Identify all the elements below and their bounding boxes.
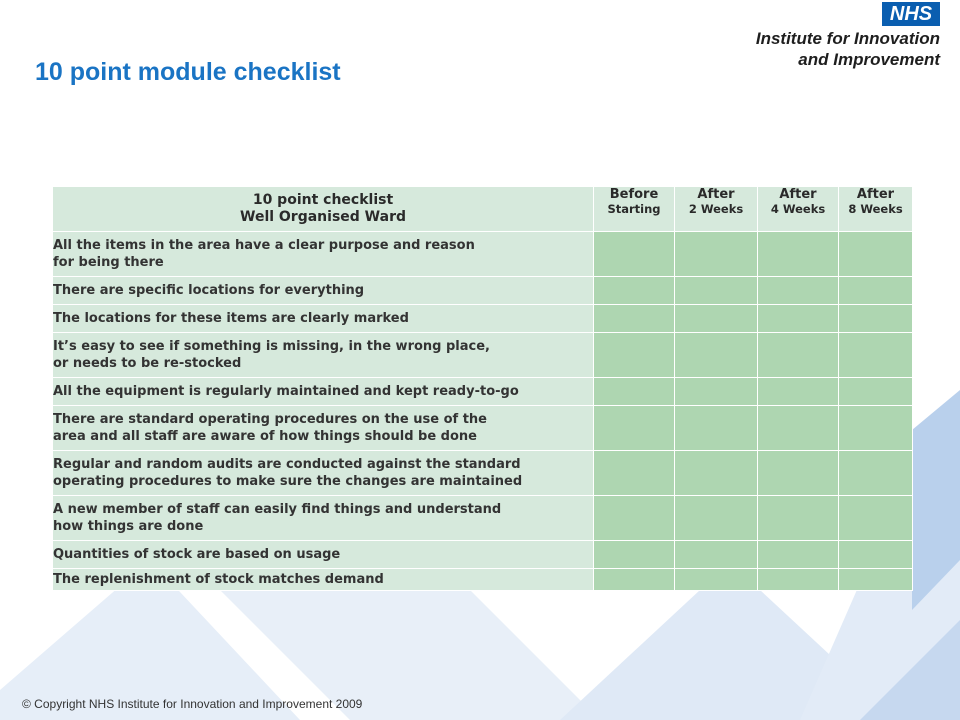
check-cell bbox=[758, 277, 839, 305]
column-header-after-2-weeks bbox=[675, 187, 758, 232]
check-cell bbox=[758, 305, 839, 333]
check-cell bbox=[839, 541, 913, 569]
item-line: All the equipment is regularly maintained and kept ready-to-go bbox=[53, 384, 519, 399]
column-top: After bbox=[856, 187, 895, 202]
check-cell bbox=[594, 569, 675, 591]
check-cell bbox=[675, 232, 758, 277]
table-row bbox=[53, 451, 913, 496]
check-cell bbox=[839, 277, 913, 305]
header-line-1: 10 point checklist bbox=[252, 192, 394, 208]
item-line: The replenishment of stock matches demand bbox=[53, 572, 384, 587]
checklist-item bbox=[53, 333, 594, 378]
check-cell bbox=[594, 451, 675, 496]
check-cell bbox=[594, 496, 675, 541]
nhs-logo bbox=[730, 2, 940, 72]
item-line: for being there bbox=[53, 255, 164, 270]
check-cell bbox=[675, 496, 758, 541]
item-line: The locations for these items are clearly marked bbox=[53, 311, 409, 326]
checklist-item bbox=[53, 541, 594, 569]
checklist-item bbox=[53, 232, 594, 277]
checklist-table-image bbox=[42, 186, 912, 591]
table-row bbox=[53, 333, 913, 378]
logo-line-1: Institute for Innovation bbox=[755, 29, 940, 48]
check-cell bbox=[758, 496, 839, 541]
checklist-item bbox=[53, 406, 594, 451]
item-line: operating procedures to make sure the changes are maintained bbox=[53, 474, 523, 489]
column-header-before-starting bbox=[594, 187, 675, 232]
check-cell bbox=[675, 569, 758, 591]
check-cell bbox=[839, 496, 913, 541]
check-cell bbox=[839, 305, 913, 333]
checklist-item bbox=[53, 378, 594, 406]
check-cell bbox=[594, 541, 675, 569]
check-cell bbox=[594, 333, 675, 378]
table-row bbox=[53, 569, 913, 591]
check-cell bbox=[839, 569, 913, 591]
check-cell bbox=[594, 378, 675, 406]
table-row bbox=[53, 378, 913, 406]
table-header-row bbox=[53, 187, 913, 232]
column-top: Before bbox=[609, 187, 659, 202]
column-bottom: Starting bbox=[607, 202, 661, 216]
table-row bbox=[53, 232, 913, 277]
copyright-notice: © Copyright NHS Institute for Innovation and Improvement 2009 bbox=[22, 697, 363, 711]
column-header-after-8-weeks bbox=[839, 187, 913, 232]
item-line: There are specific locations for everything bbox=[53, 283, 365, 298]
checklist-item bbox=[53, 496, 594, 541]
check-cell bbox=[675, 541, 758, 569]
check-cell bbox=[594, 305, 675, 333]
check-cell bbox=[839, 232, 913, 277]
column-top: After bbox=[779, 187, 817, 202]
checklist-table bbox=[52, 186, 913, 591]
check-cell bbox=[594, 277, 675, 305]
table-row bbox=[53, 277, 913, 305]
item-line: All the items in the area have a clear purpose and reason bbox=[53, 238, 475, 253]
check-cell bbox=[758, 451, 839, 496]
check-cell bbox=[758, 378, 839, 406]
column-bottom: 4 Weeks bbox=[770, 202, 826, 216]
item-line: area and all staff are aware of how things should be done bbox=[53, 429, 477, 444]
check-cell bbox=[675, 333, 758, 378]
check-cell bbox=[839, 333, 913, 378]
column-bottom: 8 Weeks bbox=[848, 202, 903, 216]
table-row bbox=[53, 406, 913, 451]
check-cell bbox=[758, 569, 839, 591]
item-line: There are standard operating procedures on the use of the bbox=[53, 412, 487, 427]
item-line: or needs to be re-stocked bbox=[53, 356, 242, 371]
logo-line-2: and Improvement bbox=[798, 50, 940, 69]
item-line: Regular and random audits are conducted against the standard bbox=[53, 457, 521, 472]
check-cell bbox=[839, 378, 913, 406]
item-line: how things are done bbox=[53, 519, 204, 534]
table-header-title bbox=[53, 187, 594, 232]
checklist-item bbox=[53, 569, 594, 591]
table-row bbox=[53, 541, 913, 569]
check-cell bbox=[758, 333, 839, 378]
page-title: 10 point module checklist bbox=[35, 58, 341, 86]
check-cell bbox=[675, 378, 758, 406]
item-line: It’s easy to see if something is missing, in the wrong place, bbox=[53, 339, 490, 354]
item-line: Quantities of stock are based on usage bbox=[53, 547, 341, 562]
check-cell bbox=[839, 406, 913, 451]
check-cell bbox=[758, 232, 839, 277]
check-cell bbox=[594, 232, 675, 277]
check-cell bbox=[675, 277, 758, 305]
checklist-item bbox=[53, 277, 594, 305]
table-row bbox=[53, 305, 913, 333]
checklist-item bbox=[53, 451, 594, 496]
header-line-2: Well Organised Ward bbox=[240, 209, 406, 225]
check-cell bbox=[675, 406, 758, 451]
column-header-after-4-weeks bbox=[758, 187, 839, 232]
check-cell bbox=[758, 541, 839, 569]
checklist-item bbox=[53, 305, 594, 333]
check-cell bbox=[758, 406, 839, 451]
item-line: A new member of staff can easily find things and understand bbox=[53, 502, 502, 517]
nhs-badge: NHS bbox=[882, 2, 940, 26]
check-cell bbox=[675, 451, 758, 496]
table-row bbox=[53, 496, 913, 541]
column-top: After bbox=[697, 187, 735, 202]
check-cell bbox=[594, 406, 675, 451]
check-cell bbox=[839, 451, 913, 496]
check-cell bbox=[675, 305, 758, 333]
column-bottom: 2 Weeks bbox=[688, 202, 744, 216]
